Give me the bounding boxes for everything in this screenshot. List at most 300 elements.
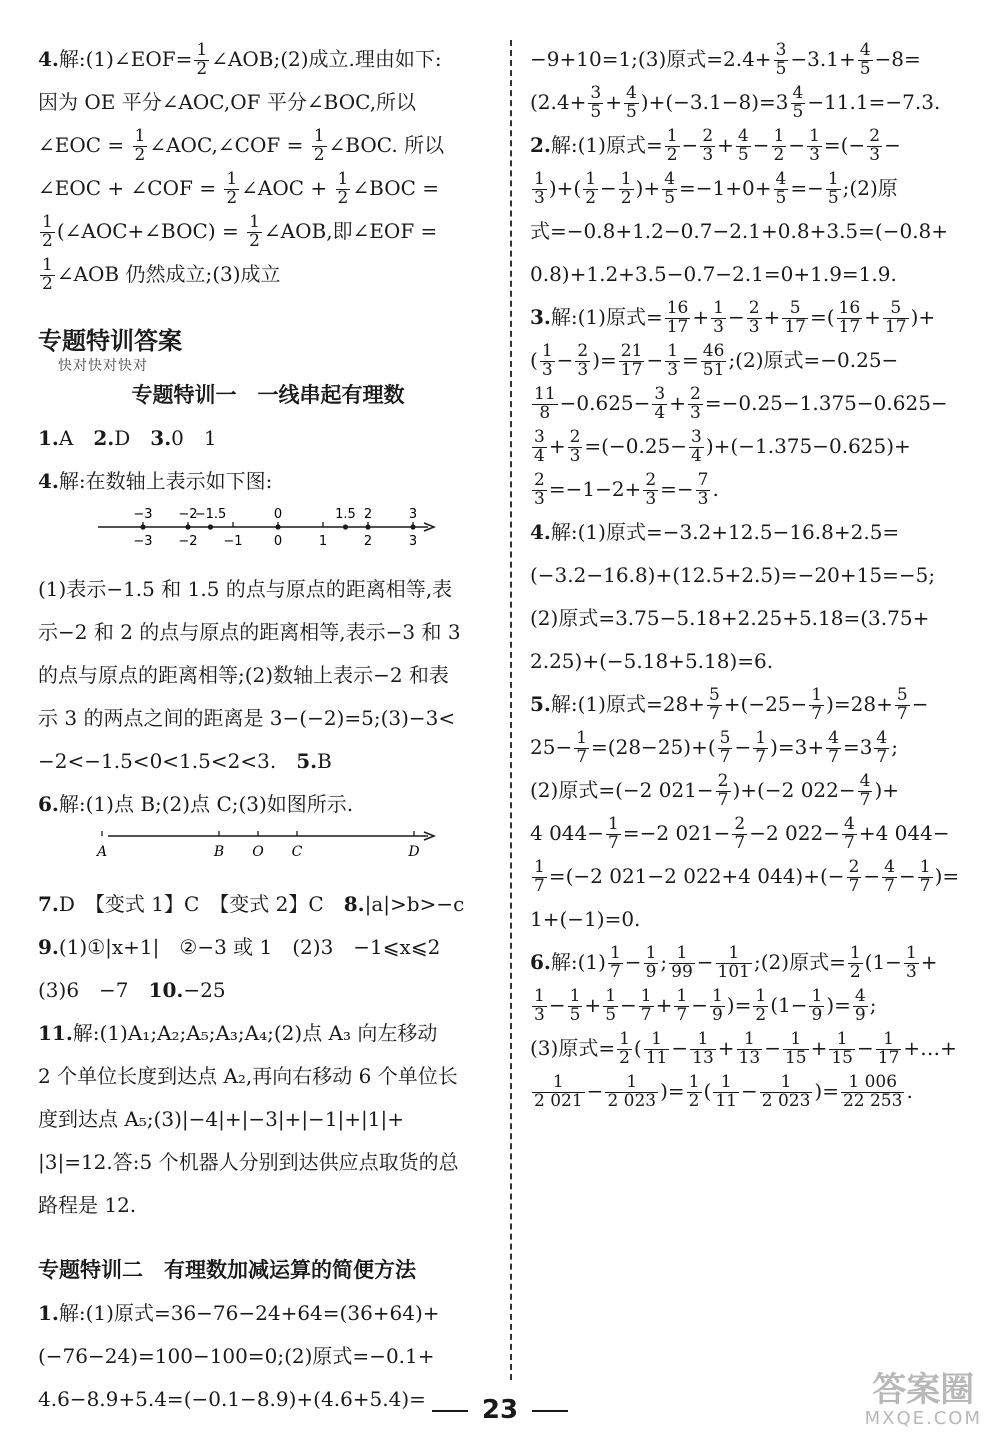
right-column — [530, 38, 970, 1113]
answer-line — [530, 38, 970, 81]
text-run: )=3+ — [770, 735, 825, 759]
fraction-numerator: 1 — [811, 986, 823, 1007]
fraction-numerator: 1 006 — [841, 1074, 904, 1093]
fraction-denominator: 3 — [645, 489, 657, 509]
text-run: =− — [790, 176, 824, 200]
text-run: =−2 021− — [622, 821, 731, 845]
text-run: ;(2)原式=−0.25− — [728, 348, 899, 372]
fraction-numerator: 5 — [896, 685, 908, 706]
text-run: D 【变式 1】C 【变式 2】C — [58, 892, 344, 916]
watermark-url: MXQE.COM — [864, 1408, 982, 1429]
number-line-1-tick-label: 0 — [273, 534, 283, 549]
fraction-numerator: 2 — [534, 470, 545, 491]
text-run: − — [884, 133, 901, 157]
fraction-denominator: 22 253 — [842, 1091, 903, 1111]
fraction — [662, 171, 677, 208]
answer-line — [38, 1141, 498, 1184]
fraction-numerator: 1 — [755, 986, 767, 1007]
fraction-numerator: 1 — [541, 341, 553, 362]
text-run: + — [548, 434, 566, 458]
fraction — [133, 128, 148, 165]
fraction-numerator: 1 — [134, 126, 146, 147]
fraction-numerator: 1 — [534, 169, 545, 190]
fraction-numerator: 3 — [691, 427, 702, 448]
fraction — [701, 343, 727, 380]
number-line-2 — [96, 828, 438, 864]
fraction-denominator: 5 — [590, 102, 602, 122]
fraction-numerator: 1 — [313, 126, 325, 147]
fraction-denominator: 3 — [534, 489, 545, 509]
question-number: 4. — [38, 47, 59, 71]
fraction-numerator: 46 — [702, 341, 725, 362]
answer-line — [38, 697, 498, 740]
text-run: 1+(−1)=0. — [530, 907, 641, 931]
fraction-numerator: 2 — [569, 427, 581, 448]
fraction-denominator: 3 — [534, 1005, 545, 1025]
fraction — [688, 386, 703, 423]
fraction-denominator: 7 — [811, 704, 823, 724]
fraction — [665, 343, 680, 380]
text-run: ; — [891, 735, 898, 759]
fraction — [718, 730, 733, 767]
fraction-numerator: 1 — [737, 1031, 763, 1050]
footer-dash-right — [532, 1410, 568, 1412]
text-run: (2.4+ — [530, 90, 587, 114]
fraction-numerator: 4 — [854, 986, 866, 1007]
answer-line — [530, 640, 970, 683]
fraction-numerator: 3 — [775, 40, 787, 61]
text-run: |3|=12.答:5 个机器人分别到达供应点取货的总 — [38, 1150, 459, 1174]
fraction — [644, 945, 659, 982]
fraction-denominator: 9 — [711, 1005, 723, 1025]
fraction-numerator: 16 — [666, 298, 689, 319]
text-run: − — [734, 735, 752, 759]
number-line-1-point — [343, 524, 348, 529]
text-run: |a|>b>−c — [364, 892, 465, 916]
text-run: ∠AOC,∠COF = — [149, 133, 310, 157]
answer-line — [530, 296, 970, 339]
text-run: (2)原式=3.75−5.18+2.25+5.18=(3.75+ — [530, 606, 930, 630]
fraction-numerator: 1 — [196, 40, 208, 61]
fraction-denominator: 3 — [541, 360, 553, 380]
answer-line — [38, 783, 498, 826]
fraction — [867, 128, 882, 165]
question-number: 2. — [530, 133, 551, 157]
fraction — [876, 1031, 902, 1068]
fraction — [772, 128, 787, 165]
fraction — [696, 472, 711, 509]
number-line-2-point-label: B — [213, 844, 225, 860]
fraction — [700, 128, 715, 165]
fraction-denominator: 7 — [884, 876, 895, 896]
fraction — [606, 816, 621, 853]
answer-line — [38, 926, 498, 969]
fraction-denominator: 101 — [717, 962, 750, 982]
fraction — [858, 42, 873, 79]
fraction-numerator: 1 — [755, 728, 767, 749]
fraction-numerator: 5 — [782, 300, 808, 319]
text-run: ∠AOB;(2)成立.理由如下: — [211, 47, 442, 71]
answer-line — [530, 511, 970, 554]
fraction — [588, 85, 603, 122]
fraction-denominator: 2 — [42, 231, 53, 251]
fraction — [532, 386, 558, 423]
fraction — [540, 343, 555, 380]
question-number: 1. — [38, 426, 59, 450]
fraction-denominator: 5 — [605, 1005, 617, 1025]
answer-line — [38, 253, 498, 296]
fraction-denominator: 3 — [809, 145, 820, 165]
text-run: − — [620, 993, 637, 1017]
fraction-numerator: 1 — [783, 1031, 809, 1050]
number-line-1-point-label: 1.5 — [335, 507, 356, 522]
number-line-1-point — [365, 524, 370, 529]
fraction — [639, 988, 654, 1025]
text-run: 因为 OE 平分∠AOC,OF 平分∠BOC,所以 — [38, 90, 417, 114]
fraction-numerator: 1 — [676, 986, 688, 1007]
fraction-numerator: 1 — [619, 1029, 630, 1050]
fraction-denominator: 5 — [625, 102, 637, 122]
text-run: 的点与原点的距离相等;(2)数轴上表示−2 和表 — [38, 663, 449, 687]
answer-line — [38, 124, 498, 167]
fraction-denominator: 7 — [608, 833, 619, 853]
fraction-denominator: 5 — [737, 145, 749, 165]
fraction-denominator: 7 — [719, 747, 731, 767]
fraction-denominator: 17 — [666, 317, 689, 337]
text-run: 4.6−8.9+5.4=(−0.1−8.9)+(4.6+5.4)= — [38, 1387, 426, 1411]
answer-line — [530, 769, 970, 812]
fraction — [40, 214, 55, 251]
fraction-numerator: 3 — [590, 83, 602, 104]
fraction — [532, 472, 547, 509]
fraction-denominator: 2 — [849, 962, 861, 982]
fraction-numerator: 1 — [876, 1031, 902, 1050]
fraction-denominator: 5 — [569, 1005, 581, 1025]
fraction-denominator: 5 — [664, 188, 676, 208]
fraction-numerator: 4 — [664, 169, 676, 190]
answer-line — [530, 382, 970, 425]
fraction — [826, 730, 841, 767]
fraction-numerator: 5 — [708, 685, 720, 706]
fraction-denominator: 7 — [843, 833, 855, 853]
fraction — [532, 988, 547, 1025]
text-run: 解:(1)A₁;A₂;A₅;A₃;A₄;(2)点 A₃ 向左移动 — [72, 1021, 438, 1045]
question-number: 2. — [93, 426, 115, 450]
text-run: )+( — [548, 176, 582, 200]
text-run: )= — [592, 348, 617, 372]
column-divider — [510, 40, 512, 1380]
fraction-numerator: 4 — [884, 857, 895, 878]
number-line-2-point-label: O — [252, 844, 264, 860]
text-run: −11.1=−7.3. — [807, 90, 941, 114]
text-run: D — [114, 426, 151, 450]
fraction-denominator: 4 — [691, 446, 702, 466]
fraction-denominator: 17 — [877, 1048, 900, 1068]
fraction-denominator: 13 — [692, 1048, 714, 1068]
text-run: − — [548, 993, 566, 1017]
fraction — [532, 171, 547, 208]
fraction-denominator: 7 — [828, 747, 839, 767]
question-number: 10. — [148, 978, 184, 1002]
fraction-denominator: 3 — [690, 403, 701, 423]
fraction — [532, 1074, 585, 1111]
text-run: ∠BOC = — [352, 176, 440, 200]
fraction-numerator: 2 — [734, 814, 746, 835]
text-run: + — [864, 305, 881, 329]
question-number: 6. — [530, 950, 551, 974]
text-run: − — [671, 1036, 689, 1060]
fraction-denominator: 7 — [755, 747, 767, 767]
text-run: ( — [633, 1036, 642, 1060]
stamp-text: 快对快对快对 — [58, 358, 148, 374]
fraction — [194, 42, 209, 79]
fraction-numerator: 1 — [919, 857, 931, 878]
fraction — [918, 859, 933, 896]
text-run: =3 — [842, 735, 873, 759]
text-run: ∠AOC + — [241, 176, 334, 200]
fraction — [791, 85, 806, 122]
answer-line — [530, 253, 970, 296]
fraction-numerator: 4 — [843, 814, 855, 835]
text-run: 解:(1)∠EOF= — [58, 47, 193, 71]
fraction — [807, 128, 822, 165]
number-line-1-tick-label: −1 — [223, 534, 243, 549]
fraction-denominator: 2 — [196, 59, 208, 79]
text-run: +(−25− — [723, 692, 808, 716]
text-run: . — [906, 1079, 913, 1103]
fraction-denominator: 5 — [827, 188, 839, 208]
fraction-numerator: 2 — [702, 126, 714, 147]
fraction-numerator: 1 — [226, 169, 238, 190]
text-run: −0.625− — [559, 391, 651, 415]
fraction — [690, 1031, 716, 1068]
answer-line — [38, 568, 498, 611]
text-run: +4 044− — [858, 821, 950, 845]
text-run: )+ — [874, 778, 900, 802]
fraction-numerator: 1 — [905, 943, 917, 964]
text-run: (3)6 −7 — [38, 978, 149, 1002]
fraction — [760, 1074, 813, 1111]
fraction-numerator: 11 — [534, 384, 556, 405]
fraction-denominator: 3 — [748, 317, 760, 337]
fraction — [732, 816, 747, 853]
answer-line — [38, 210, 498, 253]
fraction-numerator: 2 — [690, 384, 701, 405]
text-run: )+ — [910, 305, 936, 329]
left-column — [38, 38, 498, 1421]
text-run: =− — [660, 477, 694, 501]
text-run: − — [600, 176, 617, 200]
fraction — [716, 773, 731, 810]
fraction — [904, 945, 919, 982]
question-number: 8. — [343, 892, 365, 916]
number-line-1-point — [140, 524, 145, 529]
answer-line — [530, 812, 970, 855]
fraction — [774, 42, 789, 79]
answer-line — [530, 941, 970, 984]
answer-line — [530, 898, 970, 941]
number-line-2-point-label: C — [291, 844, 303, 860]
fraction-denominator: 11 — [715, 1091, 737, 1111]
fraction-numerator: 1 — [849, 943, 861, 964]
fraction-denominator: 2 — [337, 188, 349, 208]
fraction-denominator: 17 — [784, 317, 806, 337]
question-number: 3. — [530, 305, 551, 329]
fraction-numerator: 2 — [848, 857, 860, 878]
fraction-numerator: 1 — [645, 943, 657, 964]
text-run: )= — [826, 993, 851, 1017]
text-run: − — [857, 1036, 874, 1060]
text-run: (−3.2−16.8)+(12.5+2.5)=−20+15=−5; — [530, 563, 936, 587]
fraction-denominator: 11 — [645, 1048, 668, 1068]
fraction — [841, 1074, 904, 1111]
text-run: − — [646, 348, 664, 372]
fraction — [747, 300, 762, 337]
text-run: )=28+ — [826, 692, 893, 716]
fraction-numerator: 4 — [737, 126, 749, 147]
fraction-numerator: 5 — [719, 728, 731, 749]
fraction-numerator: 2 — [717, 771, 729, 792]
text-run: − — [586, 1079, 604, 1103]
fraction-denominator: 3 — [534, 188, 545, 208]
fraction — [532, 429, 547, 466]
fraction-numerator: 1 — [534, 857, 545, 878]
fraction — [711, 300, 726, 337]
text-run: − — [624, 950, 642, 974]
fraction-denominator: 4 — [534, 446, 545, 466]
fraction-numerator: 4 — [859, 771, 871, 792]
text-run: )= — [934, 864, 960, 888]
fraction-denominator: 13 — [738, 1048, 761, 1068]
answer-line — [38, 883, 498, 926]
text-run: ; — [869, 993, 877, 1017]
text-run: =(−0.25− — [584, 434, 688, 458]
fraction-denominator: 2 023 — [607, 1091, 657, 1111]
fraction-denominator: 4 — [654, 403, 666, 423]
fraction — [619, 343, 645, 380]
fraction-numerator: 4 — [828, 728, 839, 749]
answer-line — [530, 124, 970, 167]
fraction-denominator: 7 — [640, 1005, 652, 1025]
fraction-numerator: 1 — [608, 814, 619, 835]
question-number: 5. — [296, 749, 318, 773]
fraction-denominator: 8 — [539, 403, 551, 423]
fraction-denominator: 2 — [42, 274, 53, 294]
fraction-denominator: 2 023 — [761, 1091, 811, 1111]
page-number-footer — [0, 1395, 1000, 1425]
fraction-numerator: 2 — [577, 341, 589, 362]
fraction-numerator: 1 — [605, 1074, 658, 1093]
section-heading: 专题特训答案 — [38, 327, 182, 355]
fraction — [809, 687, 824, 724]
answer-line — [38, 460, 498, 503]
number-line-2-point-label: A — [96, 844, 108, 860]
fraction-denominator: 2 — [773, 145, 785, 165]
fraction-denominator: 5 — [859, 59, 871, 79]
text-run: 解:(1)原式=28+ — [550, 692, 705, 716]
fraction — [882, 859, 897, 896]
fraction-numerator: 2 — [748, 298, 760, 319]
fraction-denominator: 7 — [919, 876, 931, 896]
fraction — [568, 429, 583, 466]
fraction-numerator: 1 — [585, 169, 597, 190]
fraction-numerator: 1 — [811, 685, 823, 706]
fraction-numerator: 1 — [42, 212, 53, 233]
fraction-denominator: 5 — [775, 59, 787, 79]
text-run: + — [717, 133, 734, 157]
question-number: 5. — [530, 692, 551, 716]
answer-line — [38, 740, 498, 783]
text-run: ∠EOC = — [38, 133, 131, 157]
text-run: 解:(1)原式= — [550, 305, 663, 329]
text-run: )+(−3.1−8)=3 — [640, 90, 789, 114]
fraction-denominator: 5 — [792, 102, 804, 122]
answer-line — [38, 654, 498, 697]
text-run: (3)原式= — [530, 1036, 616, 1060]
text-run: )+ — [635, 176, 661, 200]
fraction — [842, 816, 857, 853]
fraction — [858, 773, 873, 810]
answer-line — [530, 984, 970, 1027]
number-line-1-point-label: −2 — [178, 507, 198, 522]
answer-line — [530, 1027, 970, 1070]
answer-line — [38, 167, 498, 210]
text-run: + — [605, 90, 622, 114]
question-number: 7. — [38, 892, 59, 916]
text-run: (2)原式=(−2 021− — [530, 778, 714, 802]
fraction-numerator: 4 — [792, 83, 804, 104]
fraction-numerator: 1 — [713, 1074, 739, 1093]
answer-line — [38, 969, 498, 1012]
text-run: 2 个单位长度到达点 A₂,再向右移动 6 个单位长 — [38, 1064, 458, 1088]
fraction — [575, 343, 590, 380]
text-run: − — [556, 348, 574, 372]
text-run: ;(2)原式= — [754, 950, 846, 974]
fraction-denominator: 9 — [645, 962, 657, 982]
text-run: )+(−1.375−0.625)+ — [705, 434, 911, 458]
text-run: (1− — [864, 950, 902, 974]
fraction-denominator: 7 — [876, 747, 888, 767]
fraction-numerator: 4 — [775, 169, 787, 190]
fraction-denominator: 7 — [859, 790, 871, 810]
text-run: =−0.25−1.375−0.625− — [704, 391, 948, 415]
fraction-denominator: 2 021 — [534, 1091, 583, 1111]
watermark-title: 答案圈 — [872, 1370, 975, 1410]
number-line-1-point — [208, 524, 213, 529]
question-number: 1. — [38, 1301, 59, 1325]
number-line-1-point — [275, 524, 280, 529]
fraction — [853, 988, 868, 1025]
text-run: 解:(1)原式=36−76−24+64=(36+64)+ — [58, 1301, 440, 1325]
fraction-denominator: 3 — [697, 489, 709, 509]
fraction — [689, 429, 704, 466]
text-run: + — [763, 305, 781, 329]
question-number: 4. — [530, 520, 551, 544]
fraction-numerator: 4 — [859, 40, 871, 61]
number-line-1-tick-label: 3 — [408, 534, 418, 549]
fraction-denominator: 3 — [713, 317, 724, 337]
fraction-numerator: 1 — [829, 1031, 855, 1050]
text-run: 25− — [530, 735, 573, 759]
fraction-denominator: 3 — [905, 962, 917, 982]
text-run: 解:在数轴上表示如下图: — [58, 469, 273, 493]
answer-line — [38, 417, 498, 460]
fraction-denominator: 9 — [854, 1005, 866, 1025]
text-run: +…+ — [903, 1036, 957, 1060]
text-run: − — [898, 864, 916, 888]
fraction-numerator: 21 — [620, 341, 643, 362]
fraction — [336, 171, 351, 208]
